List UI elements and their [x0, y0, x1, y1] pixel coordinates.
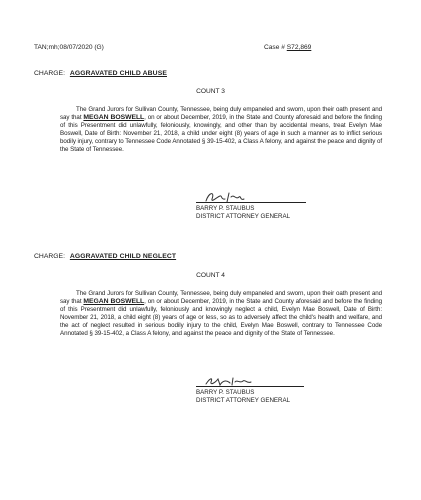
signer-name: BARRY P. STAUBUS — [196, 205, 255, 212]
signature-line — [196, 202, 306, 203]
charge-line-count-4 — [34, 253, 176, 260]
paragraph-text-after: , on or about December, 2019, in the State and County aforesaid and before the finding of this Presentment did unlawfully, feloniously and knowingly neglect a child, Evelyn Mae Boswell, Date of Birth: November 21, 2018, a child eight (8) years of age or less, so as to adversely affect the child's health and welfare, and the act of neglect resulted in serious bodily injury to the child, Evelyn Mae Boswell, contrary to Tennessee Code Annotated § 39-15-402, a Class A felony, and against the peace and dignity of the State of Tennessee. — [60, 298, 382, 338]
count-4-paragraph — [60, 290, 382, 339]
file-code: TAN;mh;08/07/2020 (G) — [34, 44, 104, 51]
signer-title: DISTRICT ATTORNEY GENERAL — [196, 396, 291, 404]
signer-title: DISTRICT ATTORNEY GENERAL — [196, 212, 291, 220]
paragraph-text-before: The Grand Jurors for Sullivan County, Tennessee, being duly empaneled and sworn, upon their oath present and say that — [60, 290, 382, 306]
charge-name: AGGRAVATED CHILD ABUSE — [69, 70, 167, 77]
count-title: COUNT 3 — [196, 88, 225, 95]
signature-line — [196, 386, 304, 387]
case-number: S72,869 — [286, 44, 312, 51]
paragraph-text-after: , on or about December, 2019, in the State and County aforesaid and before the finding of this Presentment did unlawfully, feloniously, knowingly, and other than by accidental means, treat Evelyn Mae Boswell, Date of Birth: November 21, 2018, a child under eight (8) years of age in such a manner as to inflict serious bodily injury, contrary to Tennessee Code Annotated § 39-15-402, a Class A felony, and against the peace and dignity of the State of Tennessee. — [60, 114, 382, 154]
count-title: COUNT 4 — [196, 272, 225, 279]
handwritten-signature — [203, 188, 261, 206]
charge-label: CHARGE: — [34, 70, 65, 77]
charge-line-count-3 — [34, 70, 167, 77]
signer-name: BARRY P. STAUBUS — [196, 389, 255, 396]
defendant-name: MEGAN BOSWELL — [83, 114, 145, 122]
charge-name: AGGRAVATED CHILD NEGLECT — [69, 253, 177, 260]
case-label: Case # — [264, 44, 285, 51]
signature-block — [196, 389, 290, 404]
charge-label: CHARGE: — [34, 253, 65, 260]
signature-block — [196, 205, 290, 220]
case-number-line — [264, 44, 311, 51]
handwritten-signature — [203, 372, 261, 390]
paragraph-text-before: The Grand Jurors for Sullivan County, Tennessee, being duly empaneled and sworn, upon their oath present and say that — [60, 106, 382, 122]
defendant-name: MEGAN BOSWELL — [83, 298, 145, 306]
count-3-paragraph — [60, 106, 382, 155]
